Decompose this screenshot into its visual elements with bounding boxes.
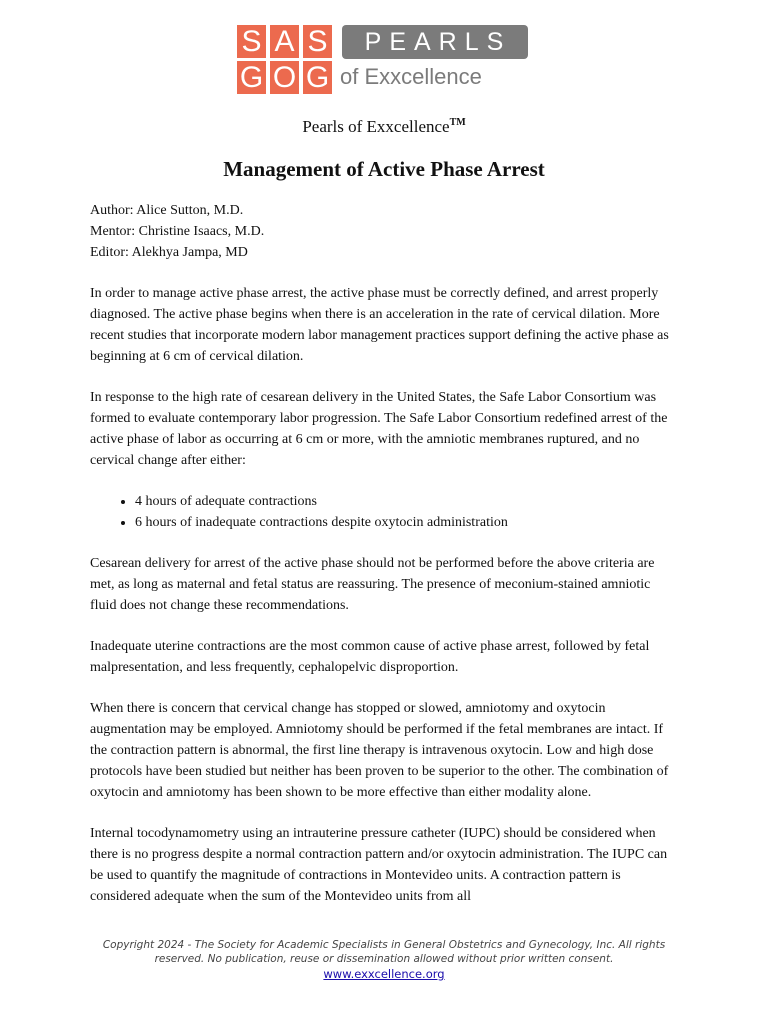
logo-tagline: of Exxcellence [340, 64, 482, 89]
sasgog-logo [237, 21, 532, 95]
logo-pearls-label: PEARLS [342, 25, 528, 59]
list-item: • 4 hours of adequate contractions [135, 491, 680, 512]
copyright-notice: Copyright 2024 - The Society for Academic Specialists in General Obstetrics and Gynecology, Inc. All rights reserved. No publication, reuse or dissemination allowed without prior written consent. [102, 939, 666, 965]
logo-tile-g1: G [237, 61, 266, 94]
arrest-criteria-list [90, 491, 680, 533]
list-item: • 6 hours of inadequate contractions despite oxytocin administration [135, 512, 680, 533]
subtitle-text: Pearls of Exxcellence [302, 117, 450, 136]
paragraph-iupc: Internal tocodynamometry using an intrauterine pressure catheter (IUPC) should be considered when there is no progress despite a normal contraction pattern and/or oxytocin administration. The IUPC can be used to quantify the magnitude of contractions in Montevideo units. A contraction pattern is considered adequate when the sum of the Montevideo units from all [90, 826, 668, 904]
editor-line: Editor: Alekhya Jampa, MD [90, 245, 248, 260]
author-line: Author: Alice Sutton, M.D. [90, 203, 244, 218]
paragraph-causes: Inadequate uterine contractions are the most common cause of active phase arrest, followed by fetal malpresentation, and less frequently, cephalopelvic disproportion. [90, 639, 650, 675]
logo-tile-s1: S [237, 25, 266, 58]
website-link[interactable]: www.exxcellence.org [323, 967, 445, 981]
page-subtitle [0, 117, 768, 137]
credits-block [90, 200, 264, 263]
paragraph-active-phase-definition: In order to manage active phase arrest, the active phase must be correctly defined, and arrest properly diagnosed. The active phase begins when there is an acceleration in the rate of cervical dilation. More recent studies that incorporate modern labor management practices support defining the active phase as beginning at 6 cm of cervical dilation. [90, 286, 669, 364]
paragraph-augmentation: When there is concern that cervical change has stopped or slowed, amniotomy and oxytocin augmentation may be employed. Amniotomy should be performed if the fetal membranes are intact. If the contraction pattern is abnormal, the first line therapy is intravenous oxytocin. Low and high dose protocols have been studied but neither has been proven to be superior to the other. The combination of oxytocin and amniotomy has been shown to be more effective than either modality alone. [90, 701, 669, 800]
page-footer [80, 938, 688, 982]
paragraph-safe-labor-consortium: In response to the high rate of cesarean delivery in the United States, the Safe Labor Consortium was formed to evaluate contemporary labor progression. The Safe Labor Consortium redefined arrest of the active phase of labor as occurring at 6 cm or more, with the amniotic membranes ruptured, and no cervical change after either: [90, 390, 668, 468]
logo-tile-g2: G [303, 61, 332, 94]
page-title: Management of Active Phase Arrest [223, 157, 545, 181]
mentor-line: Mentor: Christine Isaacs, M.D. [90, 224, 265, 239]
trademark-symbol: TM [449, 117, 466, 128]
article-body [90, 283, 680, 927]
logo-tile-a: A [270, 25, 299, 58]
paragraph-cesarean-criteria: Cesarean delivery for arrest of the active phase should not be performed before the above criteria are met, as long as maternal and fetal status are reassuring. The presence of meconium-stained amniotic fluid does not change these recommendations. [90, 556, 655, 613]
logo-tile-o: O [270, 61, 299, 94]
logo-tile-s2: S [303, 25, 332, 58]
